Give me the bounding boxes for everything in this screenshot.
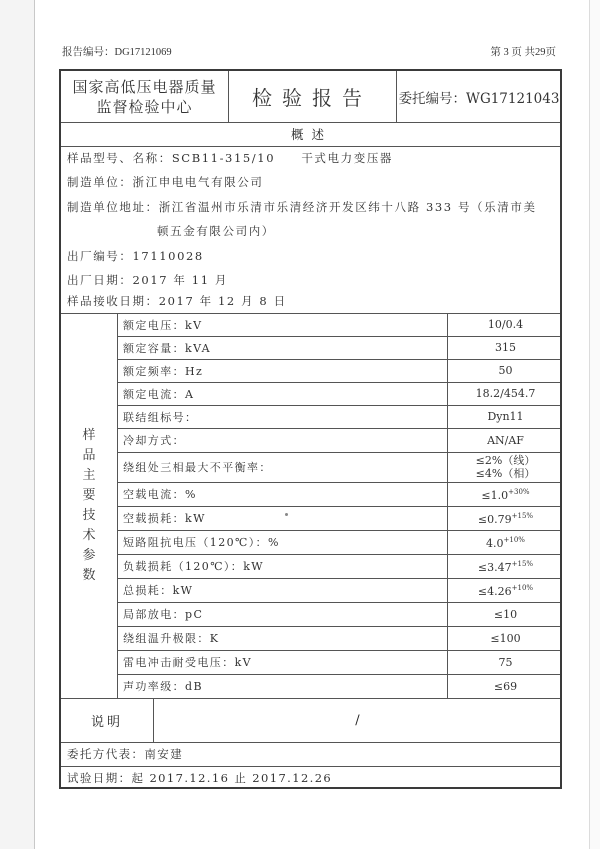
param-name: 短路阻抗电压（120℃）：%	[123, 536, 280, 549]
side-char: 样	[82, 427, 96, 443]
param-value-text	[481, 486, 529, 502]
param-value-text	[476, 387, 536, 400]
param-value-text	[478, 510, 533, 526]
side-char: 技	[82, 507, 96, 523]
notes-label: 说明	[90, 714, 123, 730]
field-label: 样品接收日期：	[67, 294, 159, 308]
organization-line-2: 监督检验中心	[96, 97, 193, 116]
param-value	[449, 382, 562, 405]
param-name: 额定频率：Hz	[123, 364, 204, 378]
tech-params-side-label	[61, 313, 117, 698]
field-value: 浙江申电电气有限公司	[132, 175, 264, 189]
param-value-tolerance: +10%	[503, 536, 525, 544]
param-value-main: 75	[498, 655, 513, 669]
field-manufacturer	[67, 170, 557, 194]
param-value-text	[488, 318, 523, 331]
report-table	[59, 69, 562, 789]
param-value-main: ≤1.0	[481, 489, 509, 502]
param-value-text	[478, 558, 533, 574]
param-value-second-line: ≤4%（相）	[475, 467, 536, 480]
param-value	[449, 578, 562, 602]
param-value-main: Dyn11	[487, 410, 524, 423]
field-sample-model	[67, 146, 557, 170]
param-value	[449, 602, 562, 626]
client-representative: 委托方代表：南安建	[67, 747, 184, 761]
field-label: 样品型号、名称：	[67, 151, 172, 165]
field-manufacturer-address-cont: 顿五金有限公司内）	[157, 224, 275, 238]
side-char: 数	[82, 567, 96, 583]
param-value-text	[486, 534, 525, 550]
param-value-text	[476, 454, 536, 467]
page-indicator: 第 3 页 共29页	[490, 47, 556, 58]
param-name: 联结组标号：	[123, 410, 198, 424]
side-char: 参	[82, 547, 96, 563]
param-value	[449, 405, 562, 428]
overview-heading: 概述	[290, 127, 332, 142]
param-value-text	[495, 341, 516, 354]
param-value	[449, 452, 562, 482]
param-value	[449, 530, 562, 554]
field-value: 浙江省温州市乐清市乐清经济开发区纬十八路 333 号（乐清市美	[158, 200, 537, 214]
param-value	[449, 554, 562, 578]
param-name: 额定电流：A	[123, 387, 195, 401]
param-value-text	[494, 608, 517, 621]
side-char: 品	[82, 447, 96, 463]
param-value-text	[499, 656, 513, 669]
param-value	[449, 359, 562, 382]
param-name: 声功率级：dB	[123, 680, 203, 693]
field-label: 制造单位地址：	[67, 200, 159, 214]
scan-speck	[285, 513, 288, 516]
param-value	[449, 506, 562, 530]
side-char: 主	[82, 467, 96, 483]
scan-edge-right	[589, 0, 600, 849]
organization-line-1: 国家高低压电器质量	[72, 77, 217, 96]
param-value	[449, 428, 562, 452]
param-value-tolerance: +15%	[511, 512, 534, 520]
notes-value: /	[355, 712, 360, 728]
param-value-main: ≤2%（线）	[475, 454, 536, 467]
param-name: 总损耗：kW	[123, 584, 194, 597]
field-serial-number	[67, 244, 557, 268]
param-value-main: 18.2/454.7	[475, 387, 536, 400]
scan-edge-left	[0, 0, 35, 849]
param-name: 空载损耗：kW	[123, 512, 206, 525]
param-value-main: AN/AF	[487, 433, 524, 447]
param-value-main: ≤4.26	[477, 585, 512, 598]
param-value-text	[478, 582, 533, 598]
param-value-tolerance: +10%	[511, 584, 534, 592]
field-label: 出厂编号：	[67, 249, 133, 263]
param-value	[449, 482, 562, 506]
param-name: 绕组温升极限：K	[123, 632, 220, 645]
param-value-main: 10/0.4	[487, 318, 524, 331]
param-name: 负载损耗（120℃）：kW	[123, 560, 264, 573]
field-value: 2017 年 12 月 8 日	[158, 294, 287, 308]
param-value-main: ≤0.79	[477, 513, 512, 526]
report-number: 报告编号：DG17121069	[62, 47, 172, 58]
param-value-tolerance: +30%	[508, 488, 530, 496]
param-value-main: 315	[495, 341, 516, 354]
param-name: 冷却方式：	[123, 434, 185, 447]
param-name: 雷电冲击耐受电压：kV	[123, 656, 253, 669]
report-title: 检验报告	[252, 86, 372, 110]
commission-number: 委托编号：WG17121043	[398, 90, 560, 107]
field-value: 17110028	[132, 249, 204, 263]
field-receipt-date	[67, 289, 557, 313]
param-value	[449, 626, 562, 650]
param-value-tolerance: +15%	[511, 560, 534, 568]
param-value-text	[494, 680, 517, 693]
param-name: 额定电压：kV	[123, 318, 203, 332]
param-value-text	[499, 364, 513, 377]
field-value: SCB11-315/10 干式电力变压器	[171, 151, 394, 165]
side-char: 要	[82, 487, 96, 503]
organization-name	[61, 71, 228, 122]
param-value-main: ≤3.47	[477, 561, 512, 574]
param-name: 局部放电：pC	[123, 608, 204, 621]
test-dates: 试验日期：起 2017.12.16 止 2017.12.26	[67, 771, 333, 785]
field-manufacturer-address	[67, 195, 557, 219]
param-name: 空载电流：%	[123, 488, 197, 501]
param-value-text	[490, 632, 520, 645]
field-value: 2017 年 11 月	[132, 273, 228, 287]
param-value-main: ≤100	[490, 631, 521, 645]
param-value	[449, 650, 562, 674]
side-char: 术	[82, 527, 96, 543]
param-name: 额定容量：kVA	[123, 341, 212, 355]
param-value	[449, 336, 562, 359]
param-value	[449, 313, 562, 336]
param-value-main: ≤10	[493, 607, 518, 621]
param-value-text	[487, 410, 523, 423]
field-label: 制造单位：	[67, 175, 133, 189]
param-value-main: ≤69	[493, 679, 518, 693]
field-label: 出厂日期：	[67, 273, 133, 287]
param-value-main: 4.0	[486, 537, 504, 550]
param-value-main: 50	[498, 364, 513, 377]
param-name: 绕组处三相最大不平衡率：	[123, 461, 272, 474]
param-value-text	[487, 434, 524, 447]
param-value	[449, 674, 562, 698]
